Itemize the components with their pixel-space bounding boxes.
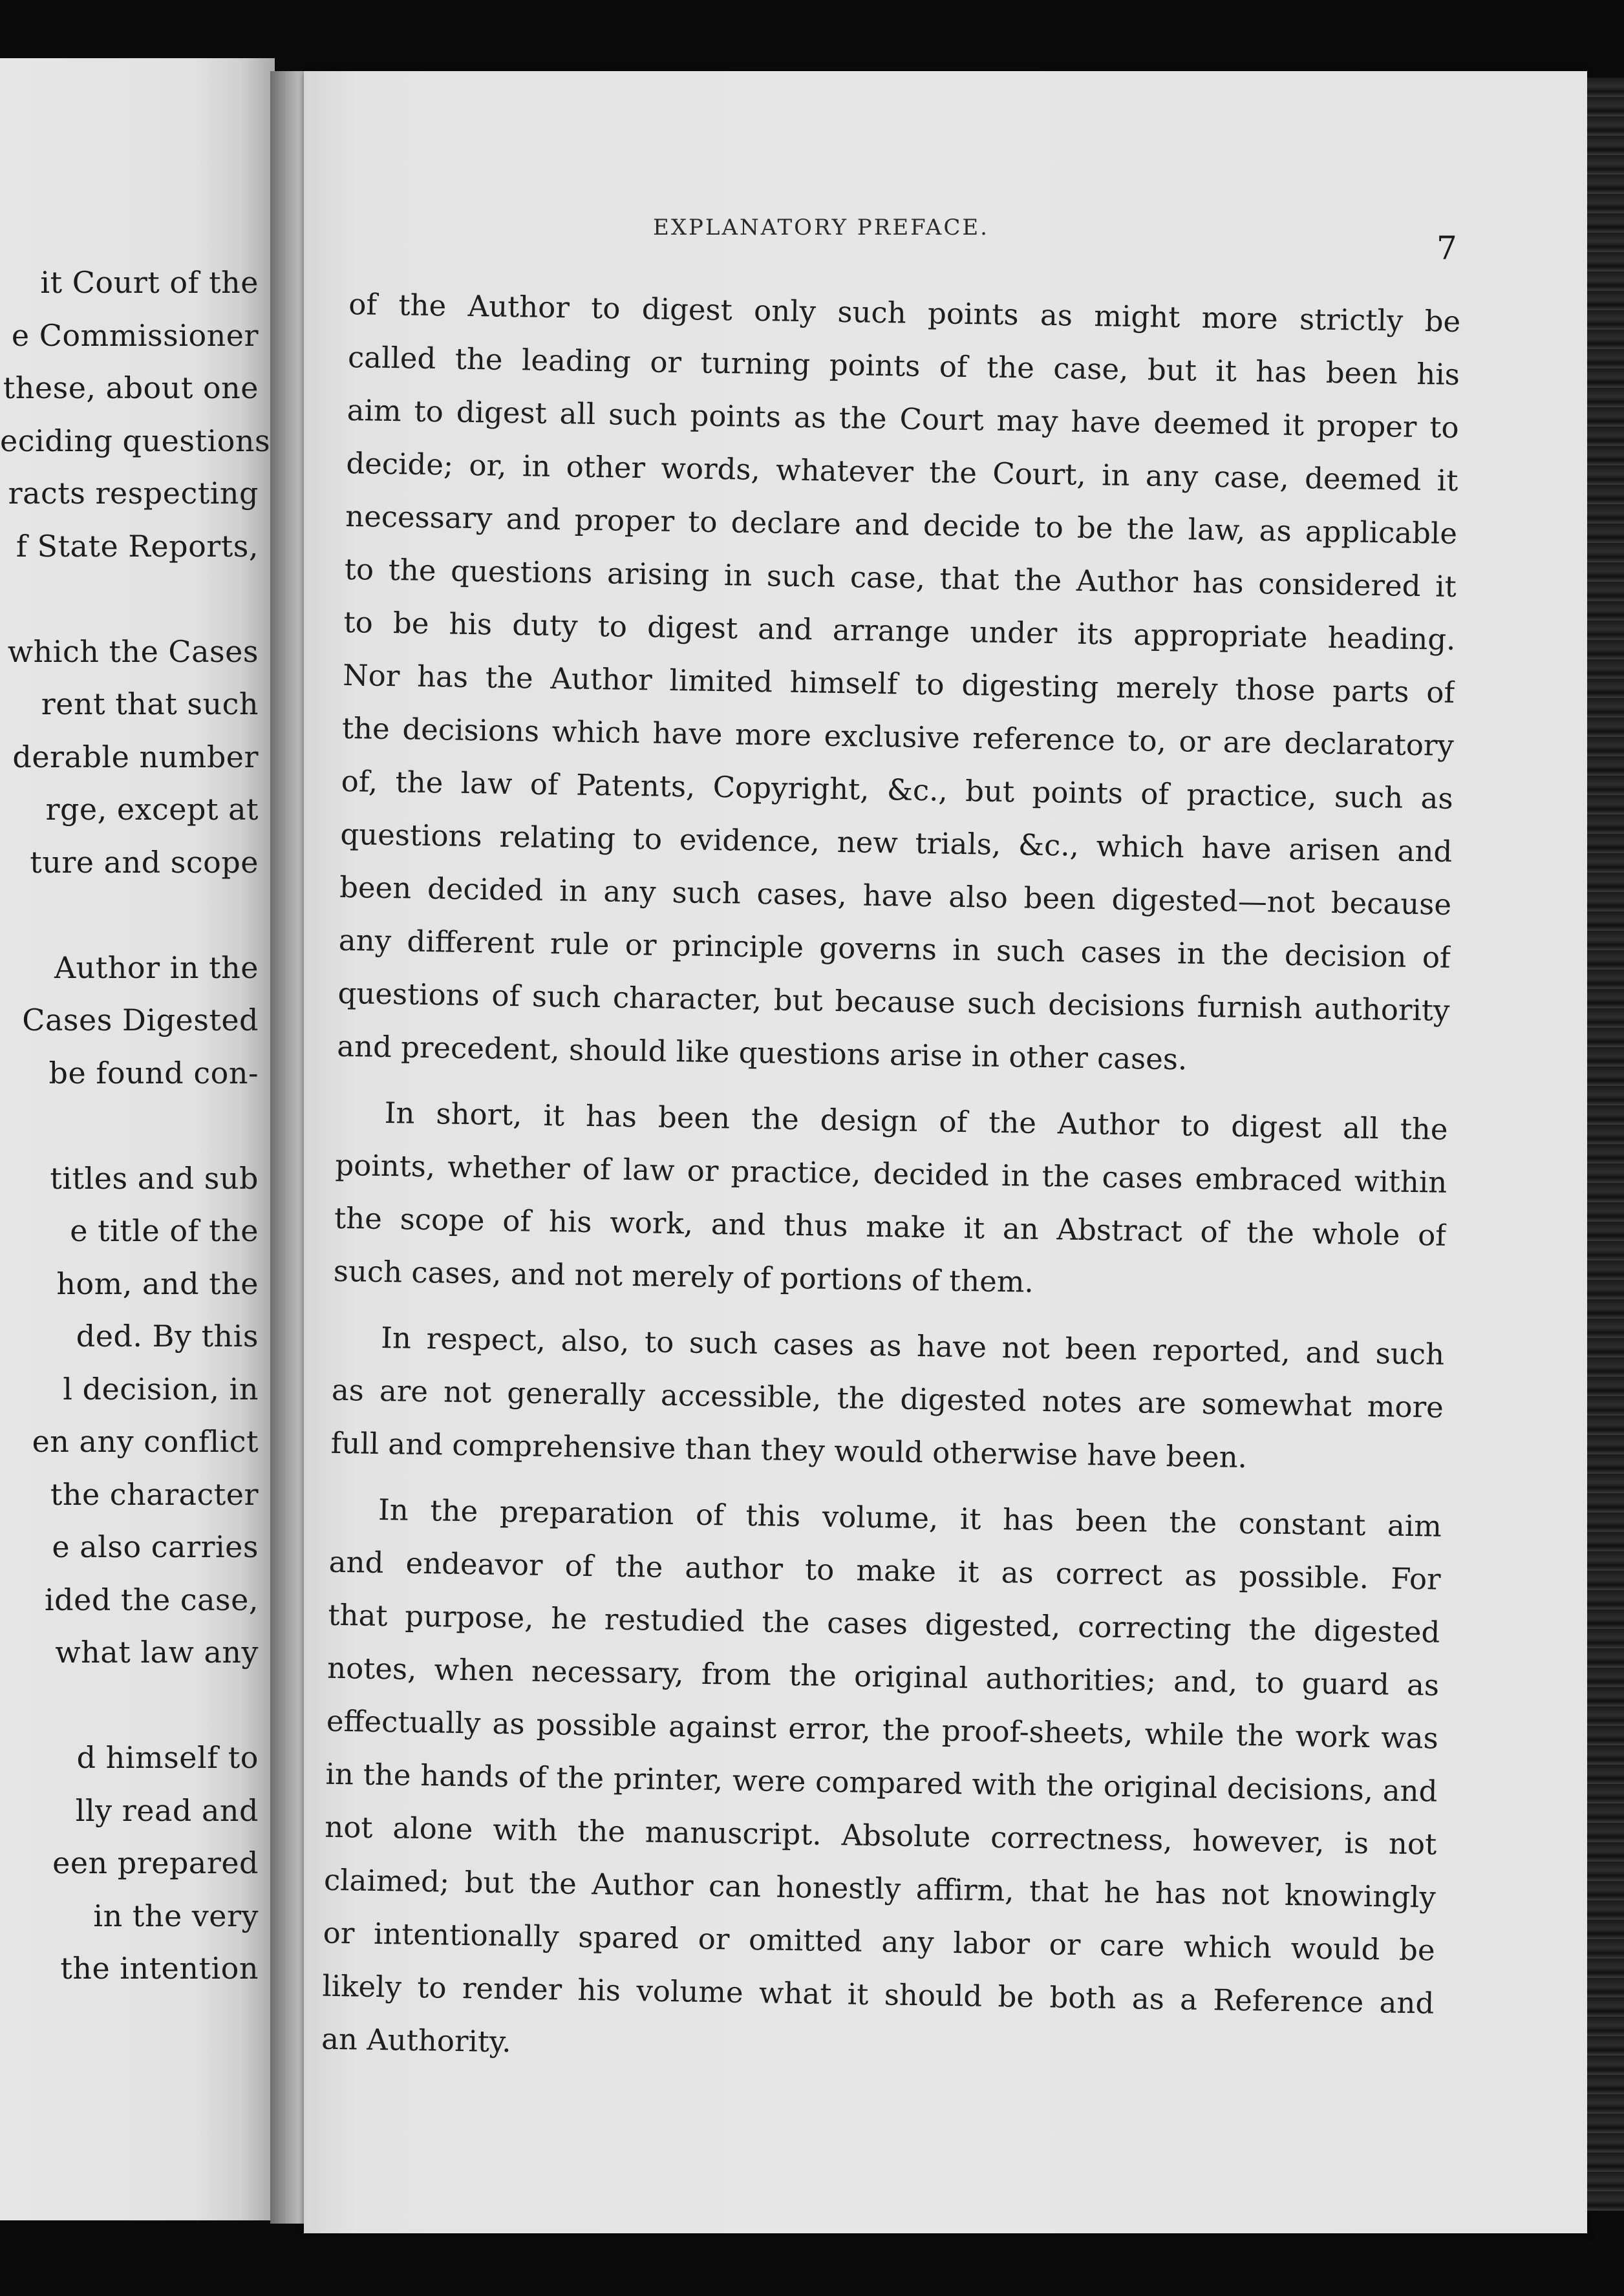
text-line: notes, when necessary, from the original authorities; and, to guard as: [326, 1650, 1440, 1703]
text-line: effectually as possible against error, the proof-sheets, while the work was: [326, 1703, 1439, 1756]
paragraph: [330, 1311, 1445, 1487]
text-line: in the hands of the printer, were compared with the original decisions, and: [325, 1756, 1438, 1809]
left-page-line: derable number: [12, 739, 259, 774]
left-page-line: the intention: [60, 1951, 259, 1986]
text-line: aim to digest all such points as the Court may have deemed it proper to: [347, 392, 1459, 445]
left-page-line: what law any: [55, 1635, 259, 1670]
left-page-line: rge, except at: [45, 792, 259, 827]
left-page-line: in the very: [93, 1898, 259, 1933]
text-line: In respect, also, to such cases as have not been reported, and such: [380, 1320, 1445, 1372]
text-line: likely to render his volume what it should be both as a Reference and: [322, 1968, 1435, 2021]
left-page-line: lly read and: [75, 1792, 259, 1828]
text-line: questions relating to evidence, new trials, &c., which have arisen and: [340, 816, 1453, 869]
left-page-line: e title of the: [70, 1213, 259, 1248]
body-text: [321, 278, 1461, 2083]
left-page-line: hom, and the: [56, 1266, 259, 1301]
paragraph: [321, 1483, 1442, 2083]
page-edge: [1587, 78, 1624, 2211]
left-page-line: e also carries: [52, 1529, 259, 1564]
left-page-line: it Court of the: [40, 265, 259, 300]
text-line: been decided in any such cases, have also been digested—not because: [339, 869, 1452, 922]
text-line: necessary and proper to declare and decide to be the law, as applicable: [345, 498, 1458, 551]
text-line: In the preparation of this volume, it has been the constant aim: [378, 1492, 1442, 1544]
text-line: as are not generally accessible, the digested notes are somewhat more: [331, 1372, 1444, 1425]
left-page-line: titles and sub: [50, 1160, 259, 1196]
left-page-line: ided the case,: [44, 1582, 259, 1617]
text-line: an Authority.: [321, 2021, 512, 2059]
text-line: full and comprehensive than they would otherwise have been.: [330, 1425, 1248, 1475]
text-line: questions of such character, but because such decisions furnish authority: [337, 975, 1450, 1028]
text-line: of the Author to digest only such points as might more strictly be: [348, 286, 1461, 339]
text-line: or intentionally spared or omitted any labor or care which would be: [323, 1915, 1435, 1968]
left-page-line: be found con-: [48, 1055, 259, 1090]
left-page-line: d himself to: [76, 1740, 259, 1775]
text-line: and precedent, should like questions arise in other cases.: [336, 1028, 1188, 1077]
left-page-line: which the Cases: [7, 633, 259, 669]
left-page-line: eciding questions: [0, 423, 271, 458]
text-line: called the leading or turning points of the case, but it has been his: [347, 339, 1460, 392]
running-head: EXPLANATORY PREFACE.: [653, 215, 989, 240]
left-page-line: een prepared: [52, 1845, 259, 1880]
paragraph: [337, 278, 1461, 1090]
paragraph: [333, 1086, 1448, 1315]
text-line: not alone with the manuscript. Absolute correctness, however, is not: [324, 1809, 1437, 1862]
left-page-line: Author in the: [54, 950, 259, 985]
text-line: of, the law of Patents, Copyright, &c., but points of practice, such as: [341, 763, 1453, 816]
left-page-line: ture and scope: [30, 844, 259, 880]
page-number: 7: [1437, 229, 1457, 267]
text-line: to be his duty to digest and arrange under its appropriate heading.: [343, 604, 1456, 657]
text-line: decide; or, in other words, whatever the Court, in any case, deemed it: [346, 445, 1458, 498]
left-page-line: ded. By this: [76, 1319, 259, 1354]
left-page-line: Cases Digested: [22, 1003, 259, 1037]
text-line: the scope of his work, and thus make it an Abstract of the whole of: [334, 1200, 1447, 1253]
text-line: claimed; but the Author can honestly affirm, that he has not knowingly: [323, 1862, 1437, 1915]
left-page-line: e Commissioner: [11, 317, 259, 353]
left-page-line: the character: [50, 1476, 259, 1512]
text-line: such cases, and not merely of portions of them.: [333, 1253, 1034, 1299]
text-line: to the questions arising in such case, that the Author has considered it: [344, 551, 1457, 604]
text-line: In short, it has been the design of the Author to digest all the: [384, 1096, 1448, 1147]
text-line: any different rule or principle governs in such cases in the decision of: [338, 922, 1451, 975]
left-page-line: l decision, in: [63, 1371, 259, 1407]
text-line: and endeavor of the author to make it as correct as possible. For: [328, 1544, 1442, 1597]
left-page-line: f State Reports,: [16, 528, 259, 564]
text-line: points, whether of law or practice, decided in the cases embraced within: [335, 1147, 1448, 1200]
text-line: Nor has the Author limited himself to digesting merely those parts of: [342, 657, 1455, 710]
text-line: that purpose, he restudied the cases digested, correcting the digested: [328, 1597, 1440, 1650]
left-page: [0, 58, 275, 2220]
left-page-line: racts respecting: [8, 476, 259, 511]
left-page-line: these, about one: [3, 370, 259, 405]
text-line: the decisions which have more exclusive reference to, or are declaratory: [341, 710, 1455, 763]
left-page-line: en any conflict: [32, 1424, 259, 1459]
left-page-line: rent that such: [41, 686, 259, 721]
